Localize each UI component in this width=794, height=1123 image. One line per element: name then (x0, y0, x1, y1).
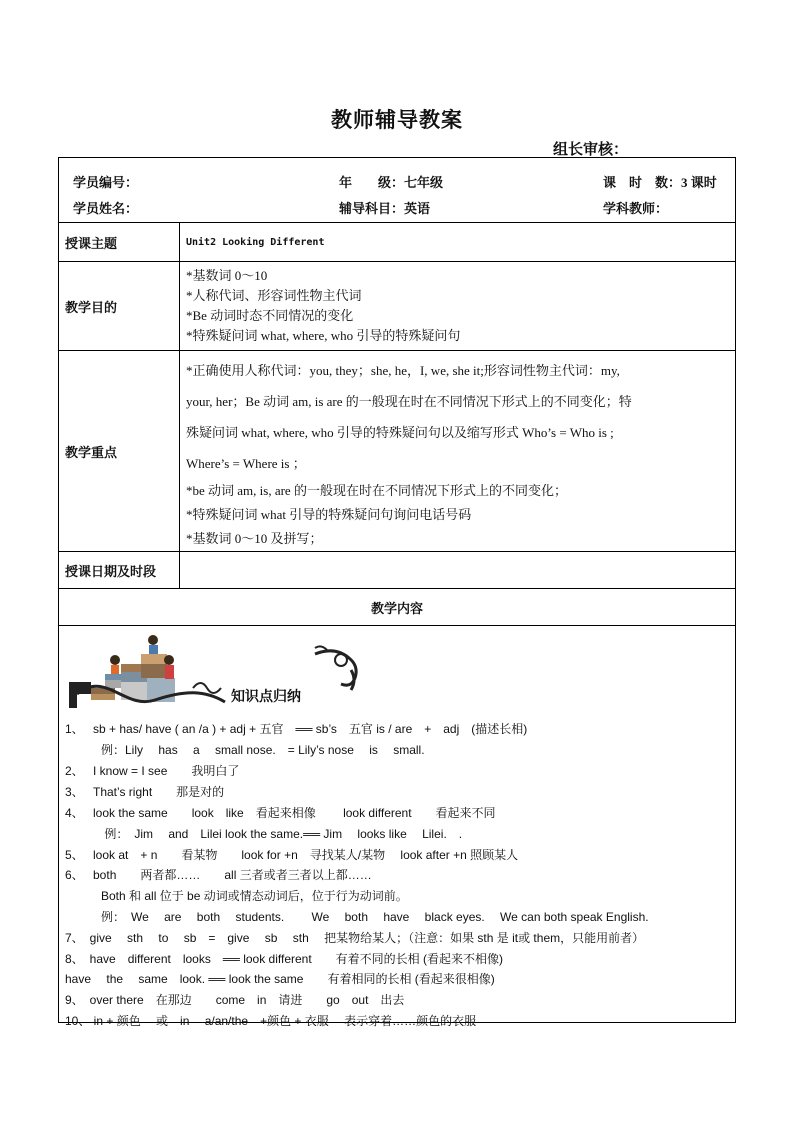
subject-label: 辅导科目：英语 (339, 201, 431, 216)
info-header-cell (59, 158, 736, 223)
goal-item: *特殊疑问词 what, where, who 引导的特殊疑问句 (186, 328, 461, 343)
content-line: 3、 That’s right 那是对的 (65, 785, 225, 799)
content-line: 5、 look at + n 看某物 look for +n 寻找某人/某物 look after +n 照顾某人 (65, 848, 519, 862)
content-line: 4、 look the same look like 看起来相像 look different 看起来不同 (65, 806, 496, 820)
focus-item: Where’s = Where is ； (186, 456, 306, 471)
student-name-label: 学员姓名： (73, 201, 139, 216)
content-line: 例： Jim and Lilei look the same.══ Jim looks like Lilei. . (65, 827, 463, 841)
goal-item: *Be 动词时态不同情况的变化 (186, 308, 354, 323)
content-line: 10、 in + 颜色 或 in a/an/the +颜色 + 衣服 表示穿着……颜色的衣服 (65, 1014, 477, 1028)
grade-label: 年 级：七年级 (339, 175, 444, 190)
content-heading: 教学内容 (59, 589, 736, 626)
page-title: 教师辅导教案 (331, 108, 463, 132)
section-title: 知识点归纳 (231, 688, 301, 704)
content-line: 例： We are both students. We both have black eyes. We can both speak English. (65, 910, 649, 924)
lesson-plan-table (58, 157, 736, 1028)
hours-label: 课 时 数：3 课时 (603, 175, 717, 190)
content-line: 1、 sb + has/ have ( an /a ) + adj + 五官 ══ sb’s 五官 is / are + adj (描述长相) (65, 722, 528, 736)
focus-item: *基数词 0～10 及拼写； (186, 531, 323, 546)
content-line: 6、 both 两者都…… all 三者或者三者以上都…… (65, 868, 372, 882)
content-cell (59, 626, 736, 1028)
content-line: 2、 I know = I see 我明白了 (65, 764, 240, 778)
content-line: 8、 have different looks ══ look different 有着不同的长相 (看起来不相像) (65, 952, 504, 966)
content-line: 7、 give sth to sb = give sb sth 把某物给某人；（注意：如果 sth 是 it或 them，只能用前者） (65, 931, 645, 945)
content-line: 例：Lily has a small nose. = Lily’s nose is small. (65, 743, 425, 757)
knowledge-banner-illustration (65, 630, 395, 712)
goals-list (180, 262, 736, 351)
focus-item: *特殊疑问词 what 引导的特殊疑问句询问电话号码 (186, 507, 472, 522)
schedule-value (180, 552, 736, 589)
goal-item: *人称代词、形容词性物主代词 (186, 288, 362, 303)
topic-value: Unit2 Looking Different (180, 223, 736, 262)
focus-list (180, 351, 736, 552)
schedule-label: 授课日期及时段 (59, 552, 180, 589)
focus-item: your, her；Be 动词 am, is are 的一般现在时在不同情况下形式上的不同变化；特 (186, 394, 632, 409)
focus-item: 殊疑问词 what, where, who 引导的特殊疑问句以及缩写形式 Who’s = Who is ; (186, 425, 614, 440)
goals-label: 教学目的 (59, 262, 180, 351)
content-line: Both 和 all 位于 be 动词或情态动词后，位于行为动词前。 (65, 889, 408, 903)
content-line: 9、 over there 在那边 come in 请进 go out 出去 (65, 993, 405, 1007)
focus-label: 教学重点 (59, 351, 180, 552)
content-line: have the same look. ══ look the same 有着相同的长相 (看起来很相像) (65, 972, 495, 986)
focus-item: *be 动词 am, is, are 的一般现在时在不同情况下形式上的不同变化； (186, 483, 567, 498)
topic-label: 授课主题 (59, 223, 180, 262)
review-label: 组长审核： (553, 142, 629, 158)
focus-item: *正确使用人称代词：you, they；she, he，I, we, she it;形容词性物主代词：my, (186, 363, 620, 378)
teacher-label: 学科教师： (603, 201, 669, 216)
student-id-label: 学员编号： (73, 175, 139, 190)
goal-item: *基数词 0～10 (186, 268, 268, 283)
